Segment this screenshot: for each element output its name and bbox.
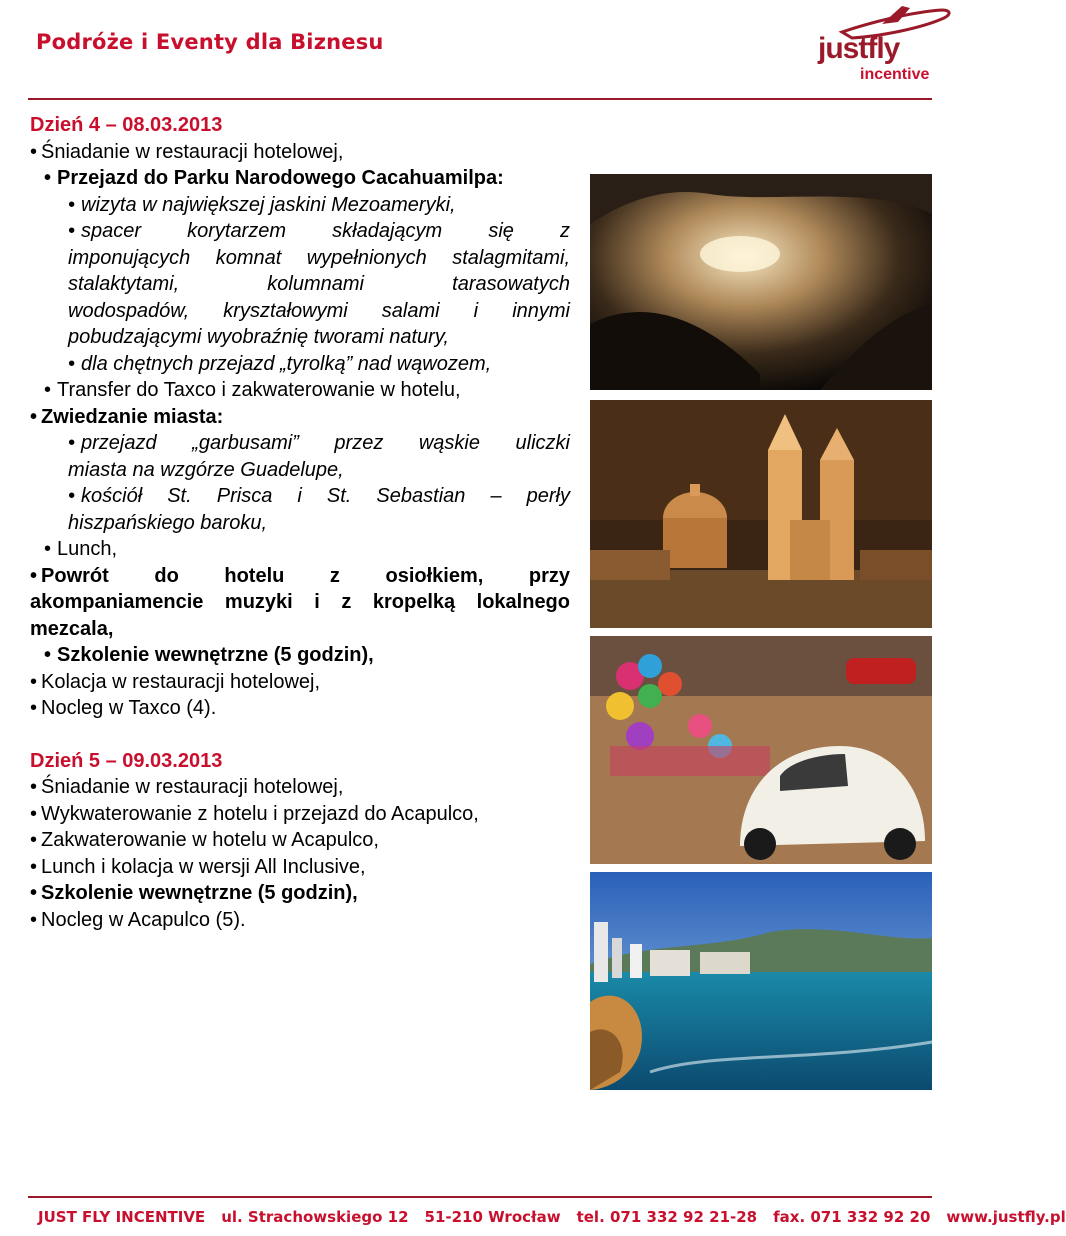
list-item: • Śniadanie w restauracji hotelowej, — [30, 774, 570, 801]
list-item-continued: mezcala, — [30, 617, 114, 640]
footer-website-link[interactable]: www.justfly.pl — [946, 1208, 1066, 1226]
footer-company: JUST FLY INCENTIVE — [38, 1208, 206, 1226]
list-item: • Wykwaterowanie z hotelu i przejazd do Acapulco, — [30, 801, 570, 828]
footer-tel: tel. 071 332 92 21-28 — [576, 1208, 758, 1226]
list-item: • dla chętnych przejazd „tyrolką” nad wąwozem, — [30, 351, 570, 378]
footer-fax: fax. 071 332 92 20 — [773, 1208, 931, 1226]
justfly-logo — [812, 4, 952, 88]
list-item-continued: miasta na wzgórze Guadelupe, — [68, 458, 344, 481]
day5-title: Dzień 5 – 09.03.2013 — [30, 749, 223, 772]
footer-street: ul. Strachowskiego 12 — [221, 1208, 409, 1226]
list-item: • Lunch i kolacja w wersji All Inclusive, — [30, 854, 570, 881]
footer-city: 51-210 Wrocław — [424, 1208, 561, 1226]
list-item-continued: akompaniamencie muzyki i z kropelką lokalnego — [30, 591, 570, 613]
list-item: • Kolacja w restauracji hotelowej, — [30, 669, 570, 696]
list-item: • Lunch, — [30, 536, 570, 563]
list-item: • Powrót do hotelu z osiołkiem, przy — [30, 563, 570, 590]
list-item: • Szkolenie wewnętrzne (5 godzin), — [30, 642, 570, 669]
list-item: • Szkolenie wewnętrzne (5 godzin), — [30, 880, 570, 907]
list-item-continued: stalaktytami, kolumnami tarasowatych — [68, 273, 570, 295]
list-item: • kościół St. Prisca i St. Sebastian – perły — [30, 483, 570, 510]
footer — [38, 1208, 1066, 1226]
day4-title: Dzień 4 – 08.03.2013 — [30, 114, 223, 136]
header-title: Podróże i Eventy dla Biznesu — [36, 30, 384, 54]
list-item: • przejazd „garbusami” przez wąskie uliczki — [30, 430, 570, 457]
list-item: • Zwiedzanie miasta: — [30, 404, 570, 431]
list-item: • wizyta w największej jaskini Mezoameryki, — [30, 192, 570, 219]
church-photo — [590, 400, 932, 628]
acapulco-bay-photo — [590, 872, 932, 1090]
list-item: • Zakwaterowanie w hotelu w Acapulco, — [30, 827, 570, 854]
list-item: • Nocleg w Acapulco (5). — [30, 907, 570, 934]
list-item: • spacer korytarzem składającym się z — [30, 218, 570, 245]
itinerary-text — [30, 112, 570, 933]
list-item: • Transfer do Taxco i zakwaterowanie w hotelu, — [30, 377, 570, 404]
list-item: • Śniadanie w restauracji hotelowej, — [30, 139, 570, 166]
list-item-continued: pobudzającymi wyobraźnię tworami natury, — [68, 326, 449, 348]
list-item-continued: imponujących komnat wypełnionych stalagmitami, — [68, 246, 570, 269]
list-item-continued: hiszpańskiego baroku, — [68, 511, 268, 534]
logo-subtitle: incentive — [860, 66, 930, 83]
cave-photo — [590, 174, 932, 390]
header-divider — [28, 98, 932, 100]
vw-beetle-photo — [590, 636, 932, 864]
footer-divider — [28, 1196, 932, 1198]
logo-wordmark: justfly — [818, 32, 900, 65]
list-item: • Przejazd do Parku Narodowego Cacahuamilpa: — [30, 165, 570, 192]
list-item: • Nocleg w Taxco (4). — [30, 695, 570, 722]
list-item-continued: wodospadów, kryształowymi salami i innymi — [68, 299, 570, 322]
